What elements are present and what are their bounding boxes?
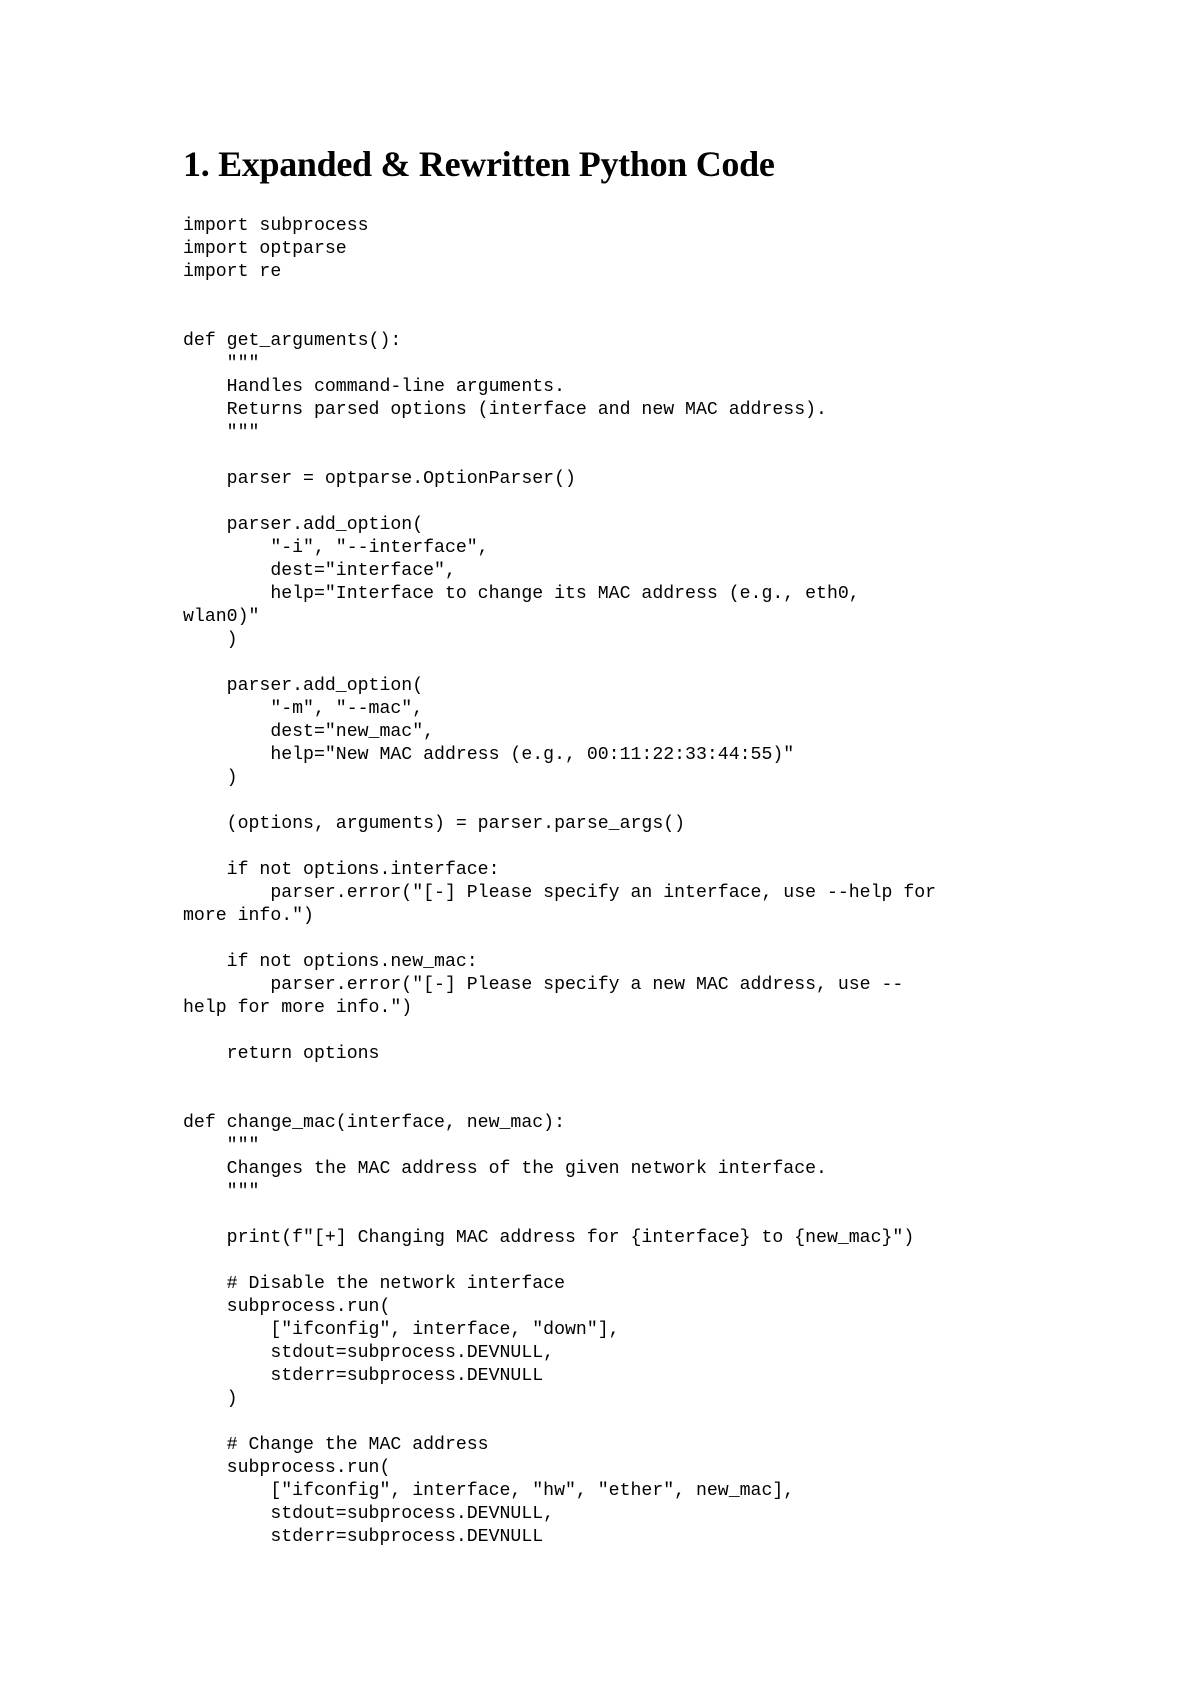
code-line: """	[183, 1136, 260, 1156]
code-line	[183, 445, 1083, 468]
section-heading: 1. Expanded & Rewritten Python Code	[183, 144, 775, 184]
code-line: "-m", "--mac",	[183, 699, 424, 719]
code-line: subprocess.run(	[183, 1297, 391, 1317]
code-line: if not options.interface:	[183, 860, 500, 880]
code-line: help for more info.")	[183, 998, 413, 1018]
code-line: stdout=subprocess.DEVNULL,	[183, 1504, 555, 1524]
code-line: )	[183, 768, 238, 788]
code-line: wlan0)"	[183, 607, 260, 627]
code-line: "-i", "--interface",	[183, 538, 489, 558]
code-line: (options, arguments) = parser.parse_args()	[183, 814, 686, 834]
code-line: def change_mac(interface, new_mac):	[183, 1113, 565, 1133]
code-line: import optparse	[183, 239, 347, 259]
code-block	[183, 215, 1083, 1549]
code-line: Returns parsed options (interface and new MAC address).	[183, 400, 827, 420]
code-line: """	[183, 354, 260, 374]
code-line: return options	[183, 1044, 380, 1064]
code-line: ["ifconfig", interface, "down"],	[183, 1320, 620, 1340]
code-line	[183, 1250, 1083, 1273]
code-line: ["ifconfig", interface, "hw", "ether", new_mac],	[183, 1481, 795, 1501]
code-line	[183, 284, 1083, 307]
code-line	[183, 307, 1083, 330]
code-line: )	[183, 1389, 238, 1409]
code-line: Changes the MAC address of the given network interface.	[183, 1159, 827, 1179]
code-line	[183, 1411, 1083, 1434]
code-line: """	[183, 1182, 260, 1202]
code-line: dest="new_mac",	[183, 722, 435, 742]
code-line	[183, 836, 1083, 859]
code-line: import subprocess	[183, 216, 369, 236]
code-line: # Change the MAC address	[183, 1435, 489, 1455]
code-line: parser = optparse.OptionParser()	[183, 469, 576, 489]
code-line	[183, 1089, 1083, 1112]
code-line: parser.error("[-] Please specify a new MAC address, use --	[183, 975, 904, 995]
code-line: dest="interface",	[183, 561, 456, 581]
code-line: Handles command-line arguments.	[183, 377, 565, 397]
code-line: subprocess.run(	[183, 1458, 391, 1478]
code-line: parser.error("[-] Please specify an interface, use --help for	[183, 883, 937, 903]
code-line: if not options.new_mac:	[183, 952, 478, 972]
code-line: help="New MAC address (e.g., 00:11:22:33:44:55)"	[183, 745, 795, 765]
code-line: help="Interface to change its MAC address (e.g., eth0,	[183, 584, 860, 604]
code-line: )	[183, 630, 238, 650]
code-line	[183, 1204, 1083, 1227]
code-line	[183, 928, 1083, 951]
code-line: parser.add_option(	[183, 676, 424, 696]
code-line	[183, 491, 1083, 514]
code-line: parser.add_option(	[183, 515, 424, 535]
code-line: # Disable the network interface	[183, 1274, 565, 1294]
code-line: stderr=subprocess.DEVNULL	[183, 1527, 544, 1547]
code-line: def get_arguments():	[183, 331, 402, 351]
code-line	[183, 1020, 1083, 1043]
code-line: print(f"[+] Changing MAC address for {interface} to {new_mac}")	[183, 1228, 915, 1248]
code-line: stderr=subprocess.DEVNULL	[183, 1366, 544, 1386]
code-line: more info.")	[183, 906, 314, 926]
code-line	[183, 1066, 1083, 1089]
code-line: """	[183, 423, 260, 443]
code-line	[183, 652, 1083, 675]
code-line	[183, 790, 1083, 813]
code-line: import re	[183, 262, 282, 282]
code-line: stdout=subprocess.DEVNULL,	[183, 1343, 555, 1363]
